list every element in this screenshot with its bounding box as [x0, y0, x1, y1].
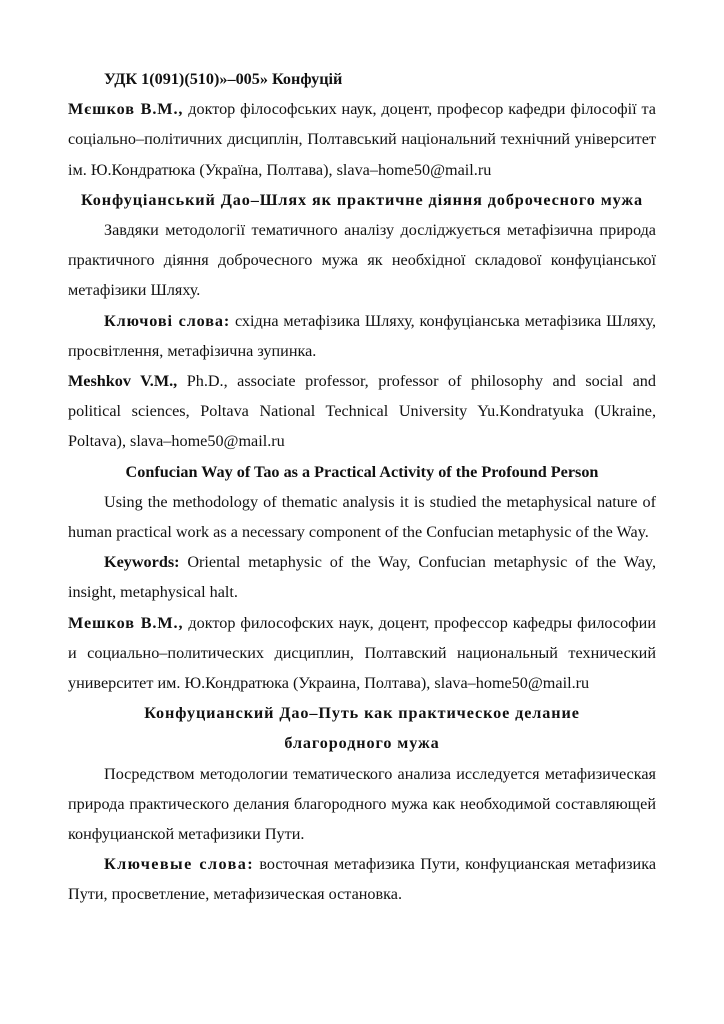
title-ukrainian: Конфуціанський Дао–Шлях як практичне діяння доброчесного мужа: [80, 190, 644, 209]
author-name-english: Meshkov V.M.,: [68, 372, 178, 391]
keywords-russian: [68, 849, 656, 909]
author-affiliation-ukrainian: [68, 94, 656, 185]
title-russian: Конфуцианский Дао–Путь как практическое делание благородного мужа: [144, 704, 580, 753]
keywords-ukrainian: [68, 306, 656, 366]
keywords-text-english: Oriental metaphysic of the Way, Confucian metaphysic of the Way, insight, metaphysical halt.: [68, 553, 656, 602]
author-name-ukrainian: Мєшков В.М.,: [68, 100, 184, 119]
keywords-text-russian: восточная метафизика Пути, конфуцианская метафизика Пути, просветление, метафизическая остановка.: [68, 855, 656, 904]
udc-code: УДК 1(091)(510)»–005» Конфуцій: [104, 70, 343, 88]
keywords-label-ukrainian: Ключові слова:: [104, 311, 231, 330]
keywords-label-russian: Ключевые слова:: [104, 855, 255, 874]
affiliation-english: Ph.D., associate professor, professor of philosophy and social and political sciences, Poltava National Technical University Yu.Kondratyuka (Ukraine, Poltava), slava–home50@mail.ru: [68, 372, 656, 451]
title-english: Confucian Way of Tao as a Practical Activity of the Profound Person: [125, 462, 599, 481]
abstract-ukrainian: Завдяки методології тематичного аналізу досліджується метафізична природа практичного діяння доброчесного мужа як необхідної складової конфуціанської метафізики Шляху.: [68, 221, 656, 300]
keywords-english: [68, 547, 656, 607]
affiliation-ukrainian: доктор філософських наук, доцент, професор кафедри філософії та соціально–політичних дисциплін, Полтавський національний технічний університет ім. Ю.Кондратюка (Україна, Полтава), slava–home50@mail.ru: [68, 100, 656, 179]
keywords-text-ukrainian: східна метафізика Шляху, конфуціанська метафізика Шляху, просвітлення, метафізична зупинка.: [68, 311, 656, 360]
abstract-russian: Посредством методологии тематического анализа исследуется метафизическая природа практического делания благородного мужа как необходимой составляющей конфуцианской метафизики Пути.: [68, 764, 656, 844]
document-page: [68, 64, 656, 910]
keywords-label-english: Keywords:: [104, 553, 180, 572]
author-affiliation-english: [68, 366, 656, 457]
abstract-english: Using the methodology of thematic analysis it is studied the metaphysical nature of human practical work as a necessary component of the Confucian metaphysic of the Way.: [68, 492, 656, 542]
affiliation-russian: доктор философских наук, доцент, профессор кафедры философии и социально–политических дисциплин, Полтавский национальный технический университет им. Ю.Кондратюка (Украина, Полтава), slava–home50@mail.ru: [68, 613, 656, 693]
author-name-russian: Мешков В.М.,: [68, 613, 184, 632]
author-affiliation-russian: [68, 608, 656, 699]
